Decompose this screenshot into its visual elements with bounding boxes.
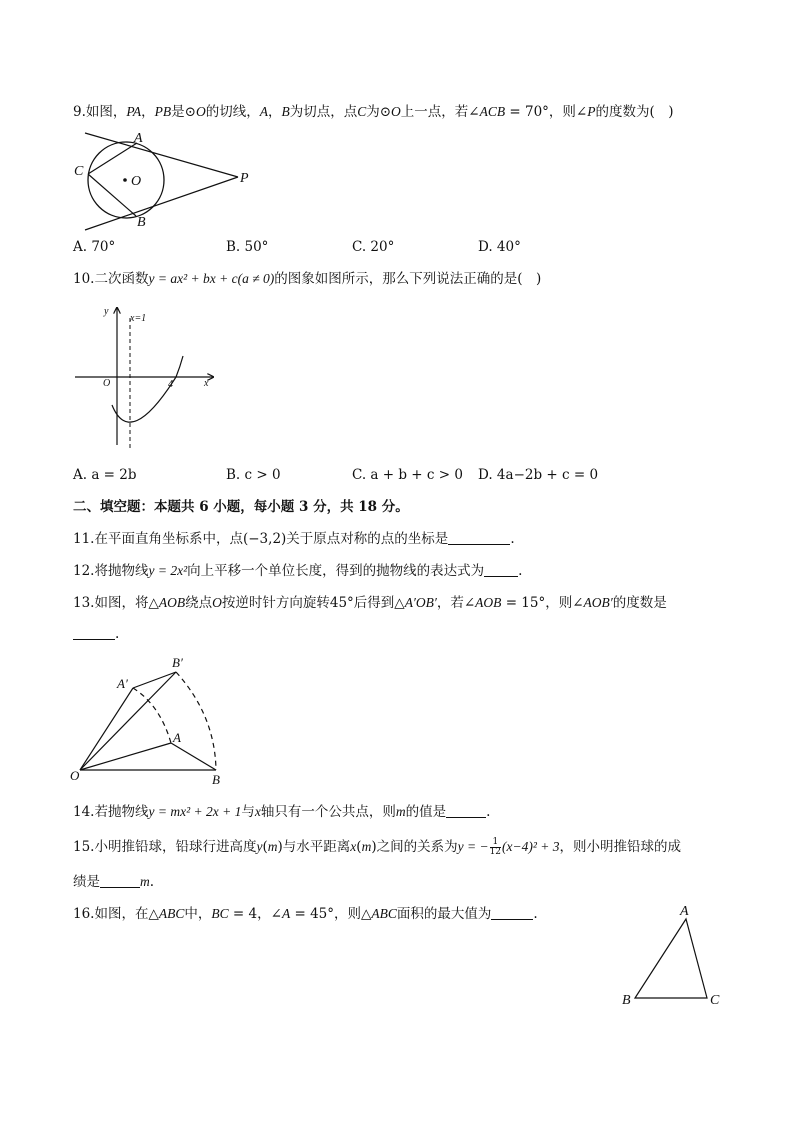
label-p: P (240, 171, 249, 186)
q15-fraction: $\frac{1}{12}$ (489, 837, 502, 857)
q9-option-a[interactable]: A. 70° (73, 239, 116, 255)
label-b-prime: B′ (172, 655, 183, 670)
q16-stem: 16.如图，在△ABC中，BC = 4，∠A = 45°，则△ABC面积的最大值为 . (73, 906, 538, 922)
q15-line-2: 绩是 m. (73, 874, 155, 890)
q9-option-d[interactable]: D. 40° (478, 239, 521, 255)
q13-answer-line: . (73, 624, 119, 644)
label-b: B (137, 215, 146, 230)
label-c: C (710, 993, 720, 1008)
graph-label-x: x (204, 378, 209, 389)
label-a: A (680, 904, 689, 919)
q9-stem: 9.如图，PA，PB是⊙O的切线，A，B为切点，点C为⊙O上一点，若∠ACB = 70°，则∠P的度数为( ) (73, 104, 674, 120)
graph-label-four: 4 (168, 379, 173, 390)
label-a-prime: A′ (117, 676, 128, 691)
triangle-abc (635, 919, 707, 998)
q10-option-b[interactable]: B. c > 0 (226, 467, 281, 483)
label-a: A (134, 131, 143, 146)
section-2-heading: 二、填空题：本题共 6 小题，每小题 3 分，共 18 分。 (73, 499, 409, 515)
q11-stem: 11.在平面直角坐标系中，点(−3,2)关于原点对称的点的坐标是 . (73, 531, 515, 547)
label-o: O (131, 174, 142, 189)
q10-stem: 10.二次函数y = ax² + bx + c(a ≠ 0)的图象如图所示，那么下列说法正确的是( ) (73, 271, 542, 287)
q12-stem: 12.将抛物线y = 2x²向上平移一个单位长度，得到的抛物线的表达式为 . (73, 563, 523, 579)
label-b: B (622, 993, 631, 1008)
q15-stem: 15.小明推铅球，铅球行进高度y(m)与水平距离x(m)之间的关系为y = − $\frac{1}{12}$ (x−4)² + 3，则小明推铅球的成 (73, 837, 682, 857)
graph-label-o: O (103, 378, 111, 389)
label-c: C (74, 164, 84, 179)
graph-label-y: y (104, 306, 109, 317)
q10-option-a[interactable]: A. a = 2b (73, 467, 137, 483)
label-o: O (70, 768, 80, 783)
q13-stem: 13.如图，将△AOB绕点O按逆时针方向旋转45°后得到△A′OB′，若∠AOB = 15°，则∠AOB′的度数是 (73, 595, 667, 611)
label-b: B (212, 772, 220, 787)
q9-option-c[interactable]: C. 20° (352, 239, 395, 255)
label-a: A (173, 730, 181, 745)
q14-stem: 14.若抛物线y = mx² + 2x + 1与x轴只有一个公共点，则m的值是 . (73, 804, 491, 820)
q10-option-d[interactable]: D. 4a−2b + c = 0 (478, 467, 599, 483)
q9-option-b[interactable]: B. 50° (226, 239, 269, 255)
graph-label-axis: x=1 (130, 313, 147, 324)
q10-option-c[interactable]: C. a + b + c > 0 (352, 467, 463, 483)
